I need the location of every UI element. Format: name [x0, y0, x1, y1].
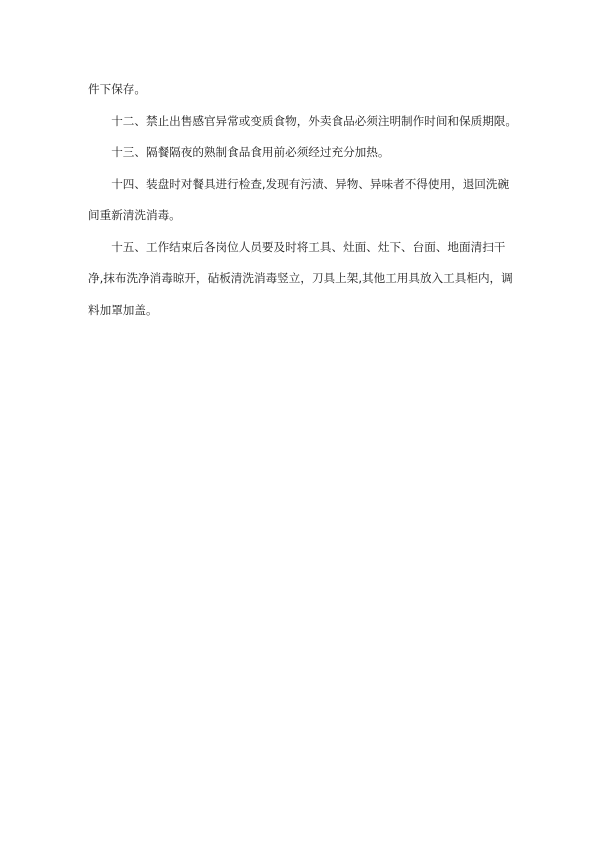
paragraph-item-14: 十四、装盘时对餐具进行检查,发现有污渍、异物、异味者不得使用，退回洗碗间重新清洗消毒。	[88, 176, 510, 222]
paragraph-item-15: 十五、工作结束后各岗位人员要及时将工具、灶面、灶下、台面、地面清扫干净,抹布洗净消毒晾开，砧板清洗消毒竖立，刀具上架,其他工用具放入工具柜内，调料加罩加盖。	[88, 239, 513, 317]
paragraph-continuation: 件下保存。	[88, 82, 146, 96]
document-body	[88, 74, 518, 326]
paragraph-item-13: 十三、隔餐隔夜的熟制食品食用前必须经过充分加热。	[111, 145, 390, 159]
paragraph-item-12: 十二、禁止出售感官异常或变质食物，外卖食品必须注明制作时间和保质期限。	[111, 113, 517, 128]
